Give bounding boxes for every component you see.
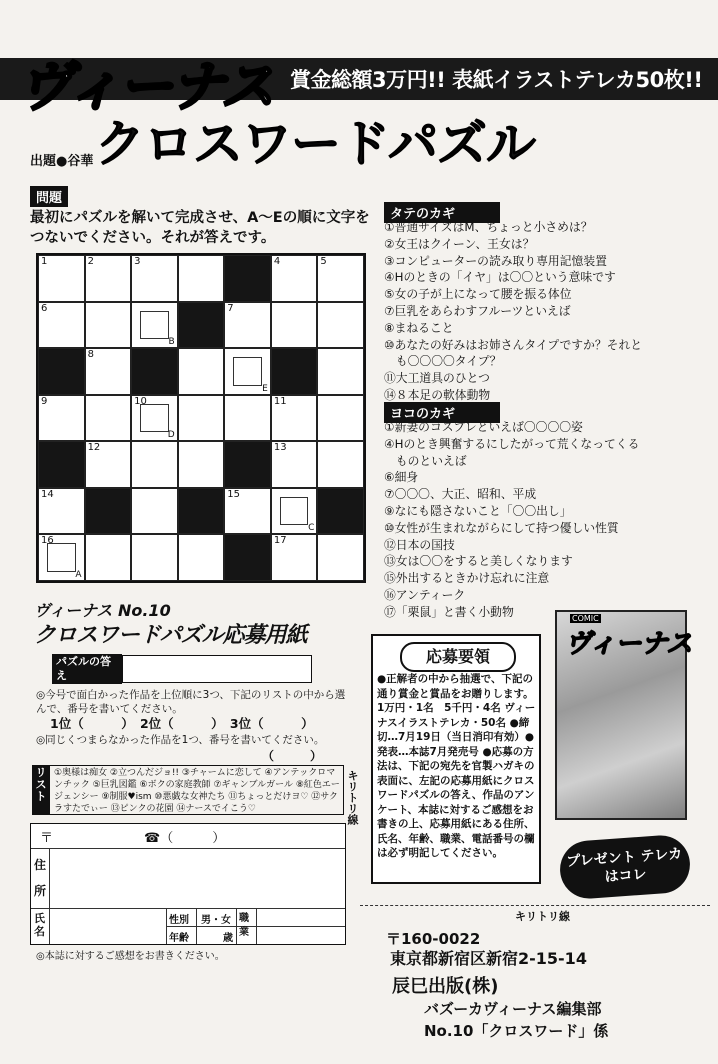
grid-cell[interactable] bbox=[271, 488, 318, 535]
answer-letter: C bbox=[308, 523, 315, 534]
grid-cell[interactable] bbox=[38, 488, 85, 535]
form-issue-title: ヴィーナス No.10 bbox=[34, 601, 171, 620]
grid-cell-black bbox=[178, 488, 225, 535]
grid-cell[interactable] bbox=[131, 441, 178, 488]
cell-number: 8 bbox=[87, 349, 94, 361]
grid-cell-black bbox=[178, 302, 225, 349]
grid-cell[interactable] bbox=[131, 302, 178, 349]
rules-text: ●正解者の中から抽選で、下記の通り賞金と賞品をお贈りします。1万円・1名 5千円・4名 ヴィーナスイラストテレカ・50名 ●締切…7月19日（当日消印有効）●発表…本誌7月発売号 ●応募の方法は、下記の宛先を官製ハガキの表面に、左記の応募用紙にクロスワードパズルの答え、作品のアンケート、本誌に対するご感想をお書きの上、応募用紙にある住所、氏名、年齢、職業、電話番号の欄は必ず明記してください。 bbox=[377, 673, 536, 859]
down-clue: ⑧まねること bbox=[384, 320, 454, 335]
down-clue: ①普通サイズはM、ちょっと小さめは？ bbox=[384, 220, 593, 234]
across-clue: ⑫日本の国技 bbox=[384, 537, 455, 552]
grid-cell[interactable] bbox=[38, 534, 85, 581]
puzzle-title: クロスワードパズル bbox=[95, 115, 535, 173]
postal-tel-line[interactable]: 〒 ☎（ ） bbox=[40, 831, 226, 846]
across-clue: ものといえば bbox=[384, 453, 467, 468]
cell-number: 15 bbox=[227, 488, 241, 500]
across-clue: ⑮外出するときかけ忘れに注意 bbox=[384, 571, 550, 586]
grid-cell[interactable] bbox=[317, 395, 364, 442]
grid-cell[interactable] bbox=[85, 395, 132, 442]
grid-cell[interactable] bbox=[178, 534, 225, 581]
grid-cell-black bbox=[85, 488, 132, 535]
grid-cell[interactable] bbox=[131, 395, 178, 442]
grid-cell[interactable] bbox=[271, 441, 318, 488]
cell-number: 1 bbox=[41, 256, 48, 267]
job-label: 職業 bbox=[239, 913, 249, 938]
cover-comic-label: COMIC bbox=[572, 614, 599, 623]
grid-cell[interactable] bbox=[38, 302, 85, 349]
grid-cell[interactable] bbox=[38, 255, 85, 302]
cell-number: 9 bbox=[41, 395, 48, 407]
least-favorite-field[interactable]: （ ） bbox=[262, 749, 323, 763]
cell-number: 17 bbox=[273, 535, 287, 547]
grid-cell[interactable] bbox=[131, 534, 178, 581]
grid-cell[interactable] bbox=[271, 302, 318, 349]
answer-letter: E bbox=[262, 383, 268, 394]
sex-label: 性別 bbox=[169, 915, 189, 926]
grid-cell-black bbox=[131, 348, 178, 395]
cell-number: 6 bbox=[41, 302, 48, 314]
grid-cell[interactable] bbox=[178, 441, 225, 488]
cell-number: 10 bbox=[134, 395, 147, 407]
work-list-tag: リスト bbox=[32, 765, 50, 815]
answer-mark-box bbox=[140, 404, 169, 433]
down-clue: も〇〇〇〇タイプ？ bbox=[384, 354, 502, 369]
cell-number: 13 bbox=[273, 442, 287, 454]
grid-cell[interactable] bbox=[224, 302, 271, 349]
grid-cell[interactable] bbox=[317, 348, 364, 395]
address-label-1: 住 bbox=[34, 858, 47, 872]
grid-cell[interactable] bbox=[317, 534, 364, 581]
author-credit: 出題●谷華 bbox=[30, 154, 94, 169]
grid-cell-black bbox=[38, 441, 85, 488]
across-clue: ⑥細身 bbox=[384, 470, 419, 485]
question-tag: 問題 bbox=[30, 186, 68, 207]
favorite-instruction: ◎今号で面白かった作品を上位順に3つ、下記のリストの中から選んで、番号を書いてください。 bbox=[36, 689, 346, 715]
down-clue: ⑦巨乳をあらわすフルーツといえば bbox=[384, 303, 571, 318]
rules-title: 応募要領 bbox=[400, 642, 516, 672]
grid-cell[interactable] bbox=[85, 348, 132, 395]
present-callout: プレゼント テレカはコレ bbox=[558, 834, 692, 901]
down-clue: ④Hのときの「イヤ」は〇〇という意味です bbox=[384, 270, 616, 285]
down-clue: ⑩あなたの好みはお姉さんタイプですか？それと bbox=[384, 337, 643, 352]
editorial-dept: バズーカヴィーナス編集部 bbox=[424, 1000, 602, 1018]
grid-cell[interactable] bbox=[85, 302, 132, 349]
cell-number: 16 bbox=[41, 535, 54, 547]
across-clue: ⑰「栗鼠」と書く小動物 bbox=[384, 604, 514, 619]
grid-cell[interactable] bbox=[38, 395, 85, 442]
grid-cell[interactable] bbox=[317, 302, 364, 349]
cut-line-vertical-label: キリトリ線 bbox=[346, 770, 359, 825]
crossword-grid bbox=[36, 253, 366, 583]
grid-cell[interactable] bbox=[131, 255, 178, 302]
cell-number: 4 bbox=[273, 256, 281, 267]
across-clue: ①新妻のコスプレといえば〇〇〇〇姿 bbox=[384, 420, 583, 434]
work-list-items: ①奥様は痴女 ②立つんだジョ!! ③チャームに恋して ④アンテックロマンチック ⑤巨乳図鑑 ⑥ボクの家庭教師 ⑦ギャンブルガール ⑧紅色エージェンシー ⑨制服♥ism ⑩悪戯な女神たち ⑪ちょっとだけヨ♡ ⑫サクラすたでぃー ⑬ピンクの花園 ⑭ナースでイこう♡ bbox=[54, 768, 340, 814]
grid-cell-black bbox=[224, 255, 271, 302]
cell-number: 12 bbox=[87, 442, 101, 454]
across-clue: ⑬女は〇〇をすると美しくなります bbox=[384, 554, 573, 569]
cell-number: 11 bbox=[273, 395, 287, 407]
grid-cell[interactable] bbox=[178, 255, 225, 302]
grid-cell[interactable] bbox=[271, 255, 318, 302]
answer-mark-box bbox=[47, 543, 76, 572]
down-clue: ⑪大工道具のひとつ bbox=[384, 371, 490, 386]
sex-value[interactable]: 男・女 bbox=[201, 915, 231, 926]
grid-cell[interactable] bbox=[317, 255, 364, 302]
down-clue: ②女王はクイーン、王女は？ bbox=[384, 236, 535, 251]
across-clues-list bbox=[384, 419, 706, 621]
grid-cell[interactable] bbox=[224, 395, 271, 442]
cell-number: 14 bbox=[41, 488, 54, 500]
answer-label: パズルの答え bbox=[52, 654, 122, 684]
cell-number: 2 bbox=[87, 256, 94, 267]
grid-cell[interactable] bbox=[178, 395, 225, 442]
comment-instruction: ◎本誌に対するご感想をお書きください。 bbox=[36, 951, 225, 962]
down-clues-header: タテのカギ bbox=[384, 202, 500, 223]
least-favorite-instruction: ◎同じくつまらなかった作品を1つ、番号を書いてください。 bbox=[36, 734, 325, 746]
grid-cell[interactable] bbox=[317, 441, 364, 488]
grid-cell[interactable] bbox=[85, 441, 132, 488]
grid-cell[interactable] bbox=[85, 534, 132, 581]
down-clue: ⑤女の子が上になって腰を振る体位 bbox=[384, 287, 572, 302]
across-clue: ⑯アンティーク bbox=[384, 587, 466, 602]
submission-addressee: No.10「クロスワード」係 bbox=[424, 1022, 609, 1040]
grid-cell[interactable] bbox=[271, 534, 318, 581]
grid-cell-black bbox=[38, 348, 85, 395]
answer-mark-box bbox=[233, 357, 262, 386]
answer-letter: A bbox=[75, 570, 82, 580]
cell-number: 7 bbox=[227, 302, 234, 314]
answer-mark-box bbox=[280, 497, 309, 526]
form-title: クロスワードパズル応募用紙 bbox=[34, 623, 307, 648]
grid-cell[interactable] bbox=[131, 488, 178, 535]
across-clue: ⑩女性が生まれながらにして持つ優しい性質 bbox=[384, 520, 619, 535]
publisher-name: 辰巳出版(株) bbox=[392, 976, 499, 997]
age-unit: 歳 bbox=[223, 933, 233, 944]
address-label-2: 所 bbox=[34, 884, 47, 898]
answer-letter: D bbox=[167, 430, 175, 441]
down-clue: ③コンピューターの読み取り専用記憶装置 bbox=[384, 253, 607, 268]
name-label: 氏名 bbox=[34, 912, 45, 938]
down-clue: ⑭８本足の軟体動物 bbox=[384, 387, 491, 402]
grid-cell-black bbox=[317, 488, 364, 535]
answer-letter: B bbox=[168, 337, 175, 348]
across-clue: ④Hのとき興奮するにしたがって荒くなってくる bbox=[384, 436, 640, 451]
across-clues-header: ヨコのカギ bbox=[384, 402, 500, 423]
prize-banner: 賞金総額3万円!! 表紙イラストテレカ50枚!! bbox=[290, 68, 703, 92]
grid-cell-black bbox=[224, 534, 271, 581]
grid-cell-black bbox=[271, 348, 318, 395]
grid-cell[interactable] bbox=[224, 348, 271, 395]
grid-cell[interactable] bbox=[224, 488, 271, 535]
answer-field[interactable] bbox=[122, 655, 312, 683]
mail-address: 東京都新宿区新宿2-15-14 bbox=[390, 949, 587, 968]
ranking-fields[interactable]: 1位（ ） 2位（ ） 3位（ ） bbox=[50, 716, 314, 731]
cell-number: 3 bbox=[134, 256, 141, 267]
answer-mark-box bbox=[140, 311, 169, 340]
cut-line-horizontal bbox=[360, 905, 710, 906]
down-clues-list bbox=[384, 219, 706, 404]
cut-line-horizontal-label: キリトリ線 bbox=[512, 908, 573, 924]
postal-code: 〒160-0022 bbox=[386, 930, 481, 948]
across-clue: ⑦〇〇〇、大正、昭和、平成 bbox=[384, 487, 537, 502]
grid-cell[interactable] bbox=[85, 255, 132, 302]
across-clue: ⑨なにも隠さないこと「〇〇出し」 bbox=[384, 503, 572, 518]
cover-logo: ヴィーナス bbox=[565, 629, 693, 659]
grid-cell[interactable] bbox=[271, 395, 318, 442]
question-text: 最初にパズルを解いて完成させ、A～Eの順に文字をつないでください。それが答えです。 bbox=[30, 210, 370, 246]
magazine-title: ヴィーナス bbox=[18, 55, 273, 118]
age-label: 年齢 bbox=[169, 933, 189, 944]
grid-cell-black bbox=[224, 441, 271, 488]
cell-number: 5 bbox=[320, 256, 327, 267]
grid-cell[interactable] bbox=[178, 348, 225, 395]
